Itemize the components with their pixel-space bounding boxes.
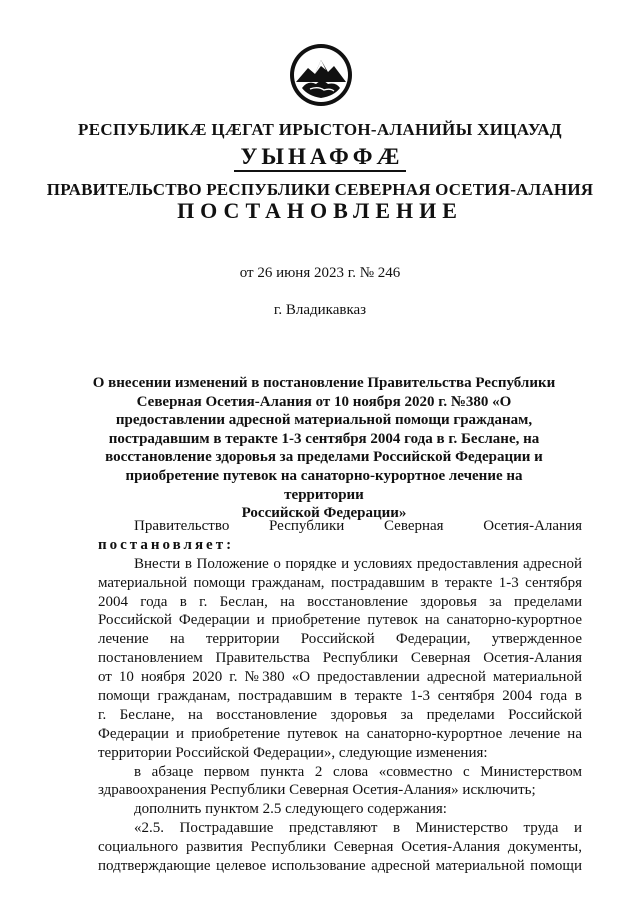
body-line: Российской Федерации и приобретение путевок на санаторно-курортное [98,612,582,629]
body-line: Федерации и приобретение путевок на санаторно-курортное лечение на [98,725,582,742]
title-line: О внесении изменений в постановление Правительства Республики [92,375,556,391]
resolution-city: г. Владикавказ [273,302,367,318]
header-ossetian-title: РЕСПУБЛИКӔ ЦӔГАТ ИРЫСТОН-АЛАНИЙЫ ХИЦАУАД [78,120,562,139]
body-line: от 10 ноября 2020 г. №380 «О предоставлении адресной материальной [98,669,582,686]
body-line: здравоохранения Республики Северная Осетия-Алания» исключить; [98,782,536,799]
resolution-title [92,374,556,523]
body-line: социального развития Республики Северная Осетия-Алания документы, [98,839,582,856]
body-line: постановлением Правительства Республики Северная Осетия-Алания [98,650,582,667]
body-line: Внести в Положение о порядке и условиях предоставления адресной [134,555,582,572]
body-line: лечение на территории Российской Федерации, утвержденное [98,631,582,648]
title-line: Северная Осетия-Алания от 10 ноября 2020 г. №380 «О [136,393,512,410]
title-line: восстановление здоровья за пределами Российской Федерации и [105,449,543,466]
body-line: материальной помощи гражданам, пострадавшим в теракте 1-3 сентября [98,574,582,591]
body-line: г. Беслане, на восстановление здоровья за пределами Российской [98,706,582,723]
resolution-body [98,517,582,876]
header-resolution-title: ПОСТАНОВЛЕНИЕ [177,198,463,223]
body-line-postanovlyaet: постановляет: [98,536,235,553]
body-line: 2004 года в г. Беслан, на восстановление здоровья за пределами [98,593,582,610]
title-line: пострадавшим в теракте 1-3 сентября 2004 года в г. Беслане, на [108,430,540,447]
header-unaffae [0,144,640,170]
body-line: Правительство Республики Северная Осетия-Алания [134,518,582,534]
title-line: приобретение путевок на санаторно-курортное лечение на территории [125,467,523,503]
body-line: дополнить пунктом 2.5 следующего содержания: [134,801,447,818]
body-line: территории Российской Федерации», следующие изменения: [98,744,488,761]
body-line: подтверждающие целевое использование адресной материальной помощи [98,858,582,875]
header-unaffae-text: УЫНАФФӔ [234,144,405,172]
coat-of-arms-emblem-icon [288,42,354,108]
body-line: в абзаце первом пункта 2 слова «совместно с Министерством [134,763,582,780]
body-line: «2.5. Пострадавшие представляют в Министерство труда и [134,820,582,837]
resolution-date-number: от 26 июня 2023 г. № 246 [239,265,401,281]
title-line: Российской Федерации» [241,505,407,522]
body-line: помощи гражданам, пострадавшим в теракте 1-3 сентября 2004 года в [98,688,582,705]
header-government-title: ПРАВИТЕЛЬСТВО РЕСПУБЛИКИ СЕВЕРНАЯ ОСЕТИЯ-АЛАНИЯ [46,180,594,199]
title-line: предоставлении адресной материальной помощи гражданам, [115,412,533,429]
